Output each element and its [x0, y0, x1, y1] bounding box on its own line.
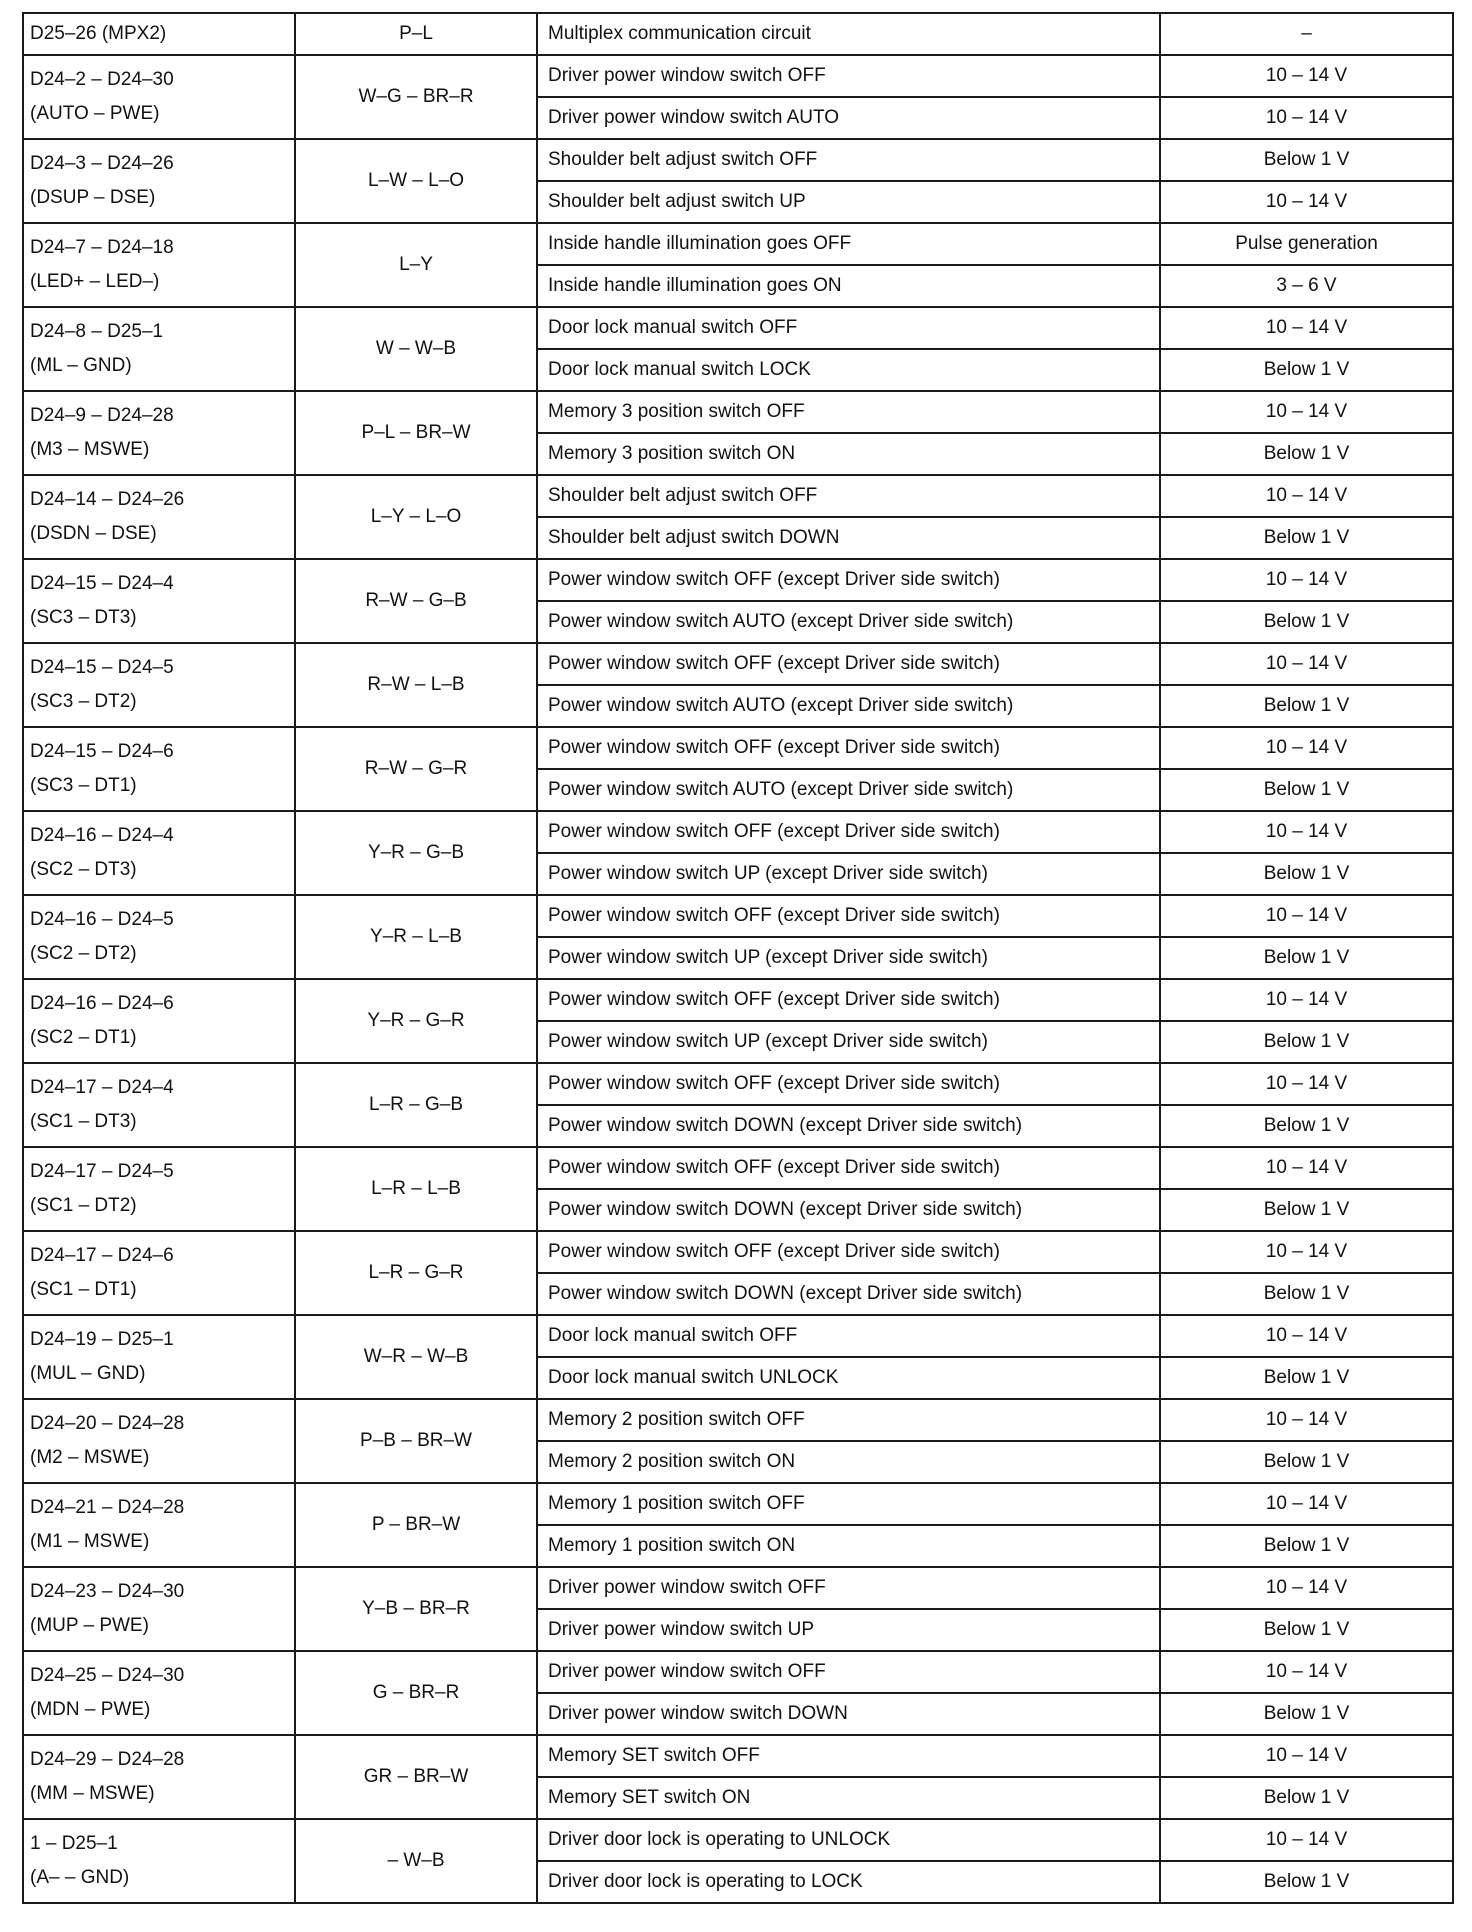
condition-cell: Shoulder belt adjust switch OFF	[537, 139, 1160, 181]
terminal-cell	[23, 1819, 295, 1903]
wiring-color-cell: L–R – G–R	[295, 1231, 537, 1315]
condition-cell: Driver power window switch UP	[537, 1609, 1160, 1651]
specified-condition-cell: 10 – 14 V	[1160, 1651, 1453, 1693]
condition-cell: Memory 2 position switch ON	[537, 1441, 1160, 1483]
specified-condition-cell: Below 1 V	[1160, 1861, 1453, 1903]
terminal-cell	[23, 1063, 295, 1147]
condition-cell: Power window switch OFF (except Driver side switch)	[537, 559, 1160, 601]
terminal-cell	[23, 1399, 295, 1483]
specified-condition-cell: Below 1 V	[1160, 601, 1453, 643]
condition-cell: Power window switch UP (except Driver side switch)	[537, 853, 1160, 895]
table-row	[23, 895, 1453, 937]
terminal-label: (AUTO – PWE)	[30, 103, 160, 124]
specified-condition-cell: 10 – 14 V	[1160, 1315, 1453, 1357]
table-row	[23, 1147, 1453, 1189]
specified-condition-cell: 10 – 14 V	[1160, 1735, 1453, 1777]
specified-condition-cell: 10 – 14 V	[1160, 1399, 1453, 1441]
terminal-label: (MUL – GND)	[30, 1363, 146, 1384]
specified-condition-cell: 10 – 14 V	[1160, 307, 1453, 349]
terminal-label: (M2 – MSWE)	[30, 1447, 150, 1468]
terminal-cell	[23, 139, 295, 223]
terminal-label: D24–16 – D24–4	[30, 825, 174, 846]
wiring-color-cell: R–W – L–B	[295, 643, 537, 727]
wiring-color-cell: R–W – G–B	[295, 559, 537, 643]
wiring-color-cell: L–R – G–B	[295, 1063, 537, 1147]
wiring-color-cell: W – W–B	[295, 307, 537, 391]
terminal-label: (A– – GND)	[30, 1867, 130, 1888]
wiring-color-cell: W–G – BR–R	[295, 55, 537, 139]
specified-condition-cell: Below 1 V	[1160, 1777, 1453, 1819]
table-row	[23, 979, 1453, 1021]
terminal-label: D24–2 – D24–30	[30, 69, 174, 90]
condition-cell: Driver door lock is operating to UNLOCK	[537, 1819, 1160, 1861]
terminal-label: (SC1 – DT2)	[30, 1195, 137, 1216]
terminal-cell	[23, 895, 295, 979]
condition-cell: Power window switch OFF (except Driver side switch)	[537, 643, 1160, 685]
condition-cell: Power window switch OFF (except Driver side switch)	[537, 895, 1160, 937]
specified-condition-cell: Pulse generation	[1160, 223, 1453, 265]
terminal-cell	[23, 1147, 295, 1231]
terminal-label: (SC3 – DT3)	[30, 607, 137, 628]
terminal-label: D24–3 – D24–26	[30, 153, 174, 174]
specified-condition-cell: Below 1 V	[1160, 517, 1453, 559]
specified-condition-cell: Below 1 V	[1160, 1105, 1453, 1147]
condition-cell: Memory 2 position switch OFF	[537, 1399, 1160, 1441]
table-row	[23, 1315, 1453, 1357]
terminal-label: (SC3 – DT1)	[30, 775, 137, 796]
terminal-label: D24–29 – D24–28	[30, 1749, 185, 1770]
condition-cell: Door lock manual switch LOCK	[537, 349, 1160, 391]
wiring-color-cell: P–B – BR–W	[295, 1399, 537, 1483]
terminal-cell	[23, 475, 295, 559]
terminal-cell	[23, 643, 295, 727]
table-row	[23, 1651, 1453, 1693]
terminal-label: D24–17 – D24–4	[30, 1077, 174, 1098]
terminal-label: (SC2 – DT3)	[30, 859, 137, 880]
terminal-label: (SC1 – DT3)	[30, 1111, 137, 1132]
specified-condition-cell: 10 – 14 V	[1160, 391, 1453, 433]
specified-condition-cell: 10 – 14 V	[1160, 55, 1453, 97]
wiring-color-cell: W–R – W–B	[295, 1315, 537, 1399]
table-row	[23, 1819, 1453, 1861]
terminal-label: (SC2 – DT2)	[30, 943, 137, 964]
terminal-label: D24–14 – D24–26	[30, 489, 185, 510]
terminal-label: D24–23 – D24–30	[30, 1581, 185, 1602]
terminal-cell	[23, 979, 295, 1063]
table-row	[23, 391, 1453, 433]
terminal-spec-body	[23, 13, 1453, 1903]
table-row	[23, 1063, 1453, 1105]
terminal-cell	[23, 391, 295, 475]
terminal-label: (DSDN – DSE)	[30, 523, 157, 544]
condition-cell: Door lock manual switch OFF	[537, 307, 1160, 349]
specified-condition-cell: 10 – 14 V	[1160, 979, 1453, 1021]
specified-condition-cell: Below 1 V	[1160, 1357, 1453, 1399]
specified-condition-cell: 10 – 14 V	[1160, 559, 1453, 601]
wiring-color-cell: Y–R – G–R	[295, 979, 537, 1063]
wiring-color-cell: – W–B	[295, 1819, 537, 1903]
condition-cell: Power window switch UP (except Driver side switch)	[537, 937, 1160, 979]
table-row	[23, 13, 1453, 55]
condition-cell: Power window switch AUTO (except Driver side switch)	[537, 685, 1160, 727]
terminal-label: D24–8 – D25–1	[30, 321, 164, 342]
table-row	[23, 1735, 1453, 1777]
wiring-color-cell: Y–B – BR–R	[295, 1567, 537, 1651]
specified-condition-cell: 10 – 14 V	[1160, 1567, 1453, 1609]
condition-cell: Driver power window switch OFF	[537, 55, 1160, 97]
terminal-cell	[23, 1735, 295, 1819]
terminal-label: D24–15 – D24–4	[30, 573, 174, 594]
condition-cell: Memory 3 position switch OFF	[537, 391, 1160, 433]
terminal-cell	[23, 55, 295, 139]
table-row	[23, 307, 1453, 349]
wiring-color-cell: L–Y	[295, 223, 537, 307]
wiring-color-cell: L–R – L–B	[295, 1147, 537, 1231]
condition-cell: Inside handle illumination goes OFF	[537, 223, 1160, 265]
terminal-label: (M3 – MSWE)	[30, 439, 150, 460]
terminal-label: (M1 – MSWE)	[30, 1531, 150, 1552]
terminal-label: D24–25 – D24–30	[30, 1665, 185, 1686]
wiring-color-cell: G – BR–R	[295, 1651, 537, 1735]
specified-condition-cell: Below 1 V	[1160, 853, 1453, 895]
condition-cell: Shoulder belt adjust switch UP	[537, 181, 1160, 223]
terminal-cell	[23, 1315, 295, 1399]
terminal-label: (SC2 – DT1)	[30, 1027, 137, 1048]
terminal-label: D25–26 (MPX2)	[30, 23, 167, 44]
specified-condition-cell: 10 – 14 V	[1160, 1147, 1453, 1189]
condition-cell: Inside handle illumination goes ON	[537, 265, 1160, 307]
table-row	[23, 727, 1453, 769]
wiring-color-cell: GR – BR–W	[295, 1735, 537, 1819]
condition-cell: Multiplex communication circuit	[537, 13, 1160, 55]
terminal-cell	[23, 1651, 295, 1735]
terminal-label: D24–17 – D24–5	[30, 1161, 174, 1182]
wiring-color-cell: L–W – L–O	[295, 139, 537, 223]
terminal-label: (SC3 – DT2)	[30, 691, 137, 712]
condition-cell: Power window switch DOWN (except Driver side switch)	[537, 1189, 1160, 1231]
terminal-label: D24–15 – D24–5	[30, 657, 174, 678]
condition-cell: Driver door lock is operating to LOCK	[537, 1861, 1160, 1903]
specified-condition-cell: Below 1 V	[1160, 1273, 1453, 1315]
condition-cell: Shoulder belt adjust switch OFF	[537, 475, 1160, 517]
condition-cell: Door lock manual switch UNLOCK	[537, 1357, 1160, 1399]
condition-cell: Memory SET switch ON	[537, 1777, 1160, 1819]
terminal-label: D24–15 – D24–6	[30, 741, 174, 762]
wiring-color-cell: L–Y – L–O	[295, 475, 537, 559]
condition-cell: Memory 1 position switch OFF	[537, 1483, 1160, 1525]
table-row	[23, 1567, 1453, 1609]
table-row	[23, 223, 1453, 265]
specified-condition-cell: 10 – 14 V	[1160, 1231, 1453, 1273]
terminal-label: (LED+ – LED–)	[30, 271, 160, 292]
terminal-label: D24–21 – D24–28	[30, 1497, 185, 1518]
specified-condition-cell: Below 1 V	[1160, 349, 1453, 391]
condition-cell: Driver power window switch OFF	[537, 1651, 1160, 1693]
specified-condition-cell: 10 – 14 V	[1160, 811, 1453, 853]
table-row	[23, 643, 1453, 685]
condition-cell: Driver power window switch DOWN	[537, 1693, 1160, 1735]
condition-cell: Power window switch OFF (except Driver side switch)	[537, 1063, 1160, 1105]
terminal-cell	[23, 13, 295, 55]
table-row	[23, 559, 1453, 601]
condition-cell: Memory SET switch OFF	[537, 1735, 1160, 1777]
condition-cell: Power window switch DOWN (except Driver side switch)	[537, 1273, 1160, 1315]
table-row	[23, 1483, 1453, 1525]
condition-cell: Power window switch UP (except Driver side switch)	[537, 1021, 1160, 1063]
terminal-cell	[23, 1231, 295, 1315]
condition-cell: Memory 1 position switch ON	[537, 1525, 1160, 1567]
terminal-cell	[23, 727, 295, 811]
terminal-cell	[23, 811, 295, 895]
condition-cell: Door lock manual switch OFF	[537, 1315, 1160, 1357]
terminal-label: (MDN – PWE)	[30, 1699, 151, 1720]
table-row	[23, 475, 1453, 517]
condition-cell: Power window switch OFF (except Driver side switch)	[537, 1147, 1160, 1189]
specified-condition-cell: 10 – 14 V	[1160, 643, 1453, 685]
specified-condition-cell: Below 1 V	[1160, 937, 1453, 979]
terminal-cell	[23, 307, 295, 391]
condition-cell: Power window switch DOWN (except Driver side switch)	[537, 1105, 1160, 1147]
specified-condition-cell: 10 – 14 V	[1160, 181, 1453, 223]
terminal-label: (DSUP – DSE)	[30, 187, 156, 208]
specified-condition-cell: 10 – 14 V	[1160, 475, 1453, 517]
wiring-color-cell: Y–R – L–B	[295, 895, 537, 979]
table-row	[23, 139, 1453, 181]
terminal-label: D24–20 – D24–28	[30, 1413, 185, 1434]
terminal-label: (MM – MSWE)	[30, 1783, 155, 1804]
specified-condition-cell: 10 – 14 V	[1160, 1819, 1453, 1861]
terminal-label: D24–7 – D24–18	[30, 237, 174, 258]
condition-cell: Driver power window switch AUTO	[537, 97, 1160, 139]
table-row	[23, 811, 1453, 853]
condition-cell: Power window switch AUTO (except Driver side switch)	[537, 601, 1160, 643]
specified-condition-cell: 10 – 14 V	[1160, 1063, 1453, 1105]
specified-condition-cell: 10 – 14 V	[1160, 895, 1453, 937]
wiring-color-cell: P–L	[295, 13, 537, 55]
terminal-label: D24–16 – D24–6	[30, 993, 174, 1014]
specified-condition-cell: 10 – 14 V	[1160, 727, 1453, 769]
specified-condition-cell: 10 – 14 V	[1160, 97, 1453, 139]
terminal-cell	[23, 223, 295, 307]
terminal-label: 1 – D25–1	[30, 1833, 118, 1854]
table-row	[23, 1399, 1453, 1441]
specified-condition-cell: Below 1 V	[1160, 433, 1453, 475]
condition-cell: Power window switch OFF (except Driver side switch)	[537, 811, 1160, 853]
condition-cell: Memory 3 position switch ON	[537, 433, 1160, 475]
wiring-color-cell: Y–R – G–B	[295, 811, 537, 895]
terminal-cell	[23, 1483, 295, 1567]
specified-condition-cell: 3 – 6 V	[1160, 265, 1453, 307]
specified-condition-cell: Below 1 V	[1160, 139, 1453, 181]
specified-condition-cell: –	[1160, 13, 1453, 55]
specified-condition-cell: Below 1 V	[1160, 769, 1453, 811]
terminal-label: D24–9 – D24–28	[30, 405, 174, 426]
specified-condition-cell: Below 1 V	[1160, 1189, 1453, 1231]
terminal-label: D24–17 – D24–6	[30, 1245, 174, 1266]
condition-cell: Shoulder belt adjust switch DOWN	[537, 517, 1160, 559]
condition-cell: Power window switch OFF (except Driver side switch)	[537, 979, 1160, 1021]
terminal-cell	[23, 1567, 295, 1651]
specified-condition-cell: Below 1 V	[1160, 1693, 1453, 1735]
terminal-label: (SC1 – DT1)	[30, 1279, 137, 1300]
specified-condition-cell: Below 1 V	[1160, 685, 1453, 727]
wiring-color-cell: R–W – G–R	[295, 727, 537, 811]
terminal-label: D24–16 – D24–5	[30, 909, 174, 930]
terminal-spec-table	[22, 12, 1454, 1904]
wiring-color-cell: P–L – BR–W	[295, 391, 537, 475]
condition-cell: Power window switch OFF (except Driver side switch)	[537, 1231, 1160, 1273]
terminal-cell	[23, 559, 295, 643]
specified-condition-cell: Below 1 V	[1160, 1609, 1453, 1651]
table-row	[23, 55, 1453, 97]
specified-condition-cell: Below 1 V	[1160, 1525, 1453, 1567]
table-row	[23, 1231, 1453, 1273]
condition-cell: Driver power window switch OFF	[537, 1567, 1160, 1609]
condition-cell: Power window switch OFF (except Driver side switch)	[537, 727, 1160, 769]
specified-condition-cell: 10 – 14 V	[1160, 1483, 1453, 1525]
terminal-label: (ML – GND)	[30, 355, 132, 376]
wiring-color-cell: P – BR–W	[295, 1483, 537, 1567]
terminal-label: (MUP – PWE)	[30, 1615, 149, 1636]
condition-cell: Power window switch AUTO (except Driver side switch)	[537, 769, 1160, 811]
specified-condition-cell: Below 1 V	[1160, 1021, 1453, 1063]
terminal-label: D24–19 – D25–1	[30, 1329, 174, 1350]
specified-condition-cell: Below 1 V	[1160, 1441, 1453, 1483]
